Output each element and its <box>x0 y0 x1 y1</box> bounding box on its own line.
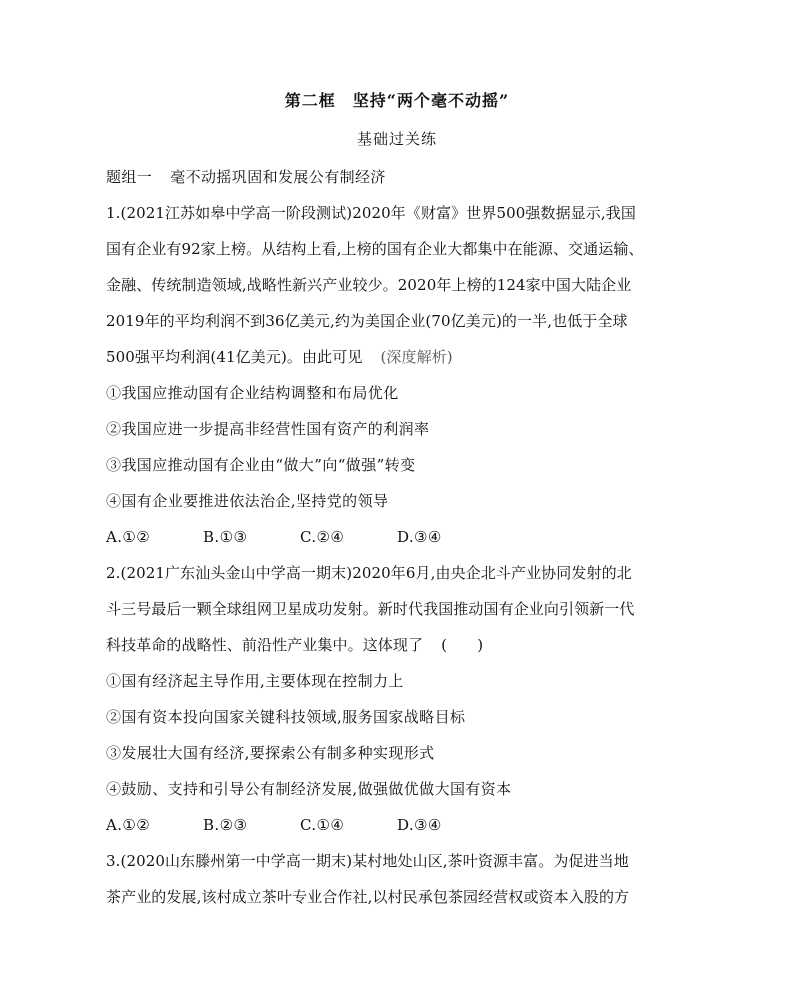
question-3-line-2: 茶产业的发展,该村成立茶叶专业合作社,以村民承包茶园经营权或资本入股的方 <box>106 888 630 906</box>
statement-3: ③发展壮大国有经济,要探索公有制多种实现形式 <box>106 744 435 762</box>
question-1-line-1: 1.(2021江苏如皋中学高一阶段测试)2020年《财富》世界500强数据显示,我国 <box>106 204 636 222</box>
question-3-line-1: 3.(2020山东滕州第一中学高一期末)某村地处山区,茶叶资源丰富。为促进当地 <box>106 852 629 870</box>
question-1-line-5 <box>106 343 702 379</box>
question-1-line-2: 国有企业有92家上榜。从结构上看,上榜的国有企业大都集中在能源、交通运输、 <box>106 240 644 258</box>
question-1 <box>106 199 702 559</box>
question-2-line-3 <box>106 631 702 667</box>
statement-4: ④国有企业要推进依法治企,坚持党的领导 <box>106 492 389 510</box>
option-d: D.③④ <box>397 816 442 834</box>
option-a: A.①② <box>106 528 151 546</box>
question-1-last-line: 500强平均利润(41亿美元)。由此可见 <box>106 348 363 366</box>
statement-4: ④鼓励、支持和引导公有制经济发展,做强做优做大国有资本 <box>106 780 512 798</box>
statement-3: ③我国应推动国有企业由“做大”向“做强”转变 <box>106 456 416 474</box>
statement-1: ①国有经济起主导作用,主要体现在控制力上 <box>106 672 404 690</box>
option-d: D.③④ <box>397 528 442 546</box>
statement-2: ②我国应进一步提高非经营性国有资产的利润率 <box>106 420 430 438</box>
question-2-line-2: 斗三号最后一颗全球组网卫星成功发射。新时代我国推动国有企业向引领新一代 <box>106 600 635 618</box>
page-title: 第二框 坚持“两个毫不动摇” <box>284 91 510 110</box>
question-1-hint: (深度解析) <box>380 348 453 366</box>
statement-2: ②国有资本投向国家关键科技领域,服务国家战略目标 <box>106 708 466 726</box>
option-b: B.②③ <box>203 816 248 834</box>
question-2 <box>106 559 702 847</box>
question-2-last-line: 科技革命的战略性、前沿性产业集中。这体现了 <box>106 636 424 654</box>
group-title: 毫不动摇巩固和发展公有制经济 <box>170 168 386 186</box>
statement-1: ①我国应推动国有企业结构调整和布局优化 <box>106 384 399 402</box>
question-2-line-1: 2.(2021广东汕头金山中学高一期末)2020年6月,由央企北斗产业协同发射的北 <box>106 564 632 582</box>
option-a: A.①② <box>106 816 151 834</box>
group-label: 题组一 <box>106 168 153 186</box>
option-c: C.②④ <box>300 528 345 546</box>
question-1-line-3: 金融、传统制造领域,战略性新兴产业较少。2020年上榜的124家中国大陆企业 <box>106 276 632 294</box>
question-2-options <box>106 811 702 847</box>
section-subtitle: 基础过关练 <box>356 130 437 148</box>
option-c: C.①④ <box>300 816 345 834</box>
question-1-options <box>106 523 702 559</box>
question-3 <box>106 847 702 919</box>
group-heading <box>106 163 702 199</box>
content-body <box>106 163 702 919</box>
option-b: B.①③ <box>203 528 248 546</box>
answer-blank: ( ) <box>441 636 484 654</box>
question-1-line-4: 2019年的平均利润不到36亿美元,约为美国企业(70亿美元)的一半,也低于全球 <box>106 312 628 330</box>
